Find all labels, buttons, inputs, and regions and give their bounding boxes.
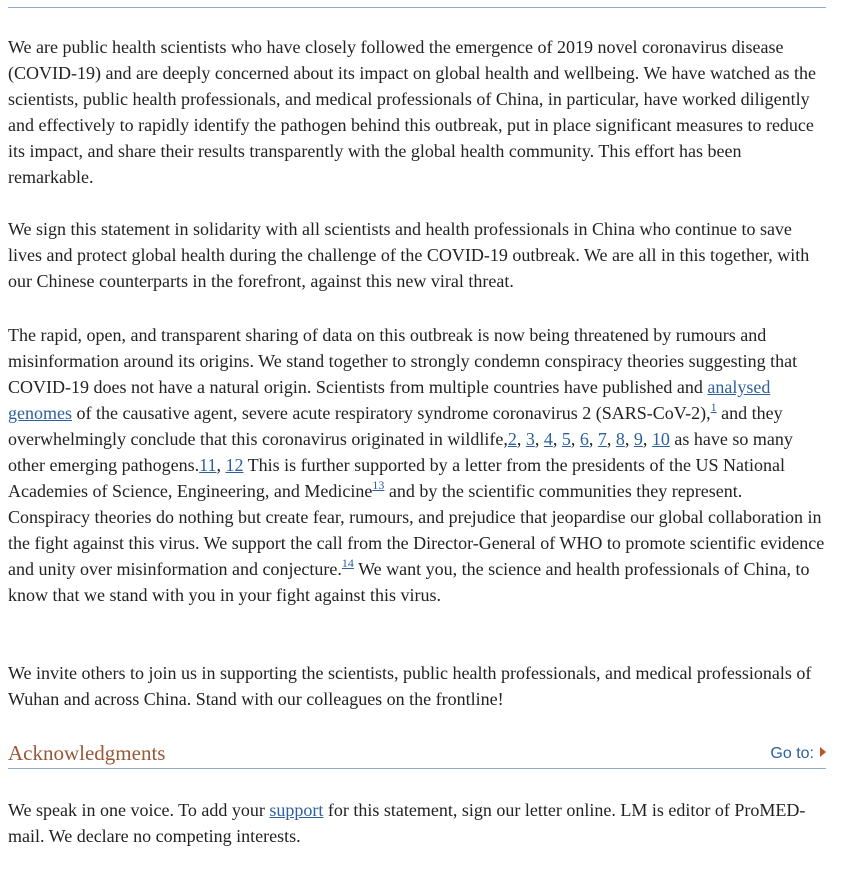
text-span: This is further supported by a letter from the presidents of the US National Academies of Science, Engineering, and Medicine <box>8 455 786 501</box>
paragraph-intro: We are public health scientists who have closely followed the emergence of 2019 novel coronavirus disease (COVID-19) and are deeply concerned about its impact on global health and wellbeing. We have watched as the scientists, public health professionals, and medical professionals of China, in particular, have worked diligently and effectively to rapidly identify the pathogen behind this outbreak, put in place significant measures to reduce its impact, and share their results transparently with the global health community. This effort has been remarkable. <box>8 37 816 187</box>
text-span: for this statement, sign our letter online. LM is editor of ProMED-mail. We declare no competing interests. <box>8 800 806 846</box>
ref-link-7[interactable]: 7 <box>597 429 607 449</box>
analysed-genomes-link[interactable]: analysed genomes <box>8 377 771 423</box>
ref-link-4[interactable]: 4 <box>543 429 553 449</box>
triangle-right-icon <box>820 747 826 757</box>
text-span: of the causative agent, severe acute respiratory syndrome coronavirus 2 (SARS-CoV-2), <box>71 403 711 423</box>
section-title: Acknowledgments <box>8 741 166 765</box>
ref-link-1[interactable]: 1 <box>710 400 717 414</box>
text-span: The rapid, open, and transparent sharing of data on this outbreak is now being threatened by rumours and misinformation around its origins. We stand together to strongly condemn conspiracy theories suggesting that COVID-19 does not have a natural origin. Scientists from multiple countries have published and <box>8 325 798 397</box>
text-span: We speak in one voice. To add your <box>8 800 270 820</box>
support-link[interactable]: support <box>269 800 324 820</box>
text-span: and by the scientific communities they represent. Conspiracy theories do nothing but create fear, rumours, and prejudice that jeopardise our global collaboration in the fight against this virus. We support the call from the Director-General of WHO to promote scientific evidence and unity over misinformation and conjecture. <box>8 481 825 579</box>
paragraph-solidarity: We sign this statement in solidarity with all scientists and health professionals in China who continue to save lives and protect global health during the challenge of the COVID-19 outbreak. We are all in this together, with our Chinese counterparts in the forefront, against this new viral threat. <box>8 219 810 291</box>
text-span: We want you, the science and health professionals of China, to know that we stand with you in your fight against this virus. <box>8 559 810 605</box>
ref-link-13[interactable]: 13 <box>372 478 385 492</box>
ref-link-9[interactable]: 9 <box>633 429 643 449</box>
text-span: and they overwhelmingly conclude that this coronavirus originated in wildlife, <box>8 403 783 449</box>
ref-link-11[interactable]: 11 <box>199 455 217 475</box>
paragraph-misinformation: The rapid, open, and transparent sharing of data on this outbreak is now being threatened by rumours and misinformation around its origins. We stand together to strongly condemn conspiracy theories suggesting that COVID-19 does not have a natural origin. Scientists from multiple countries have published and analysed genomes of the causative agent, severe acute respiratory syndrome coronavirus 2 (SARS-CoV-2),$^1$ and they overwhelmingly conclude that this coronavirus originated in wildlife,2, 3, 4, 5, 6, 7, 8, 9, 10 as have so many other emerging pathogens.11, 12 This is further supported by a letter from the presidents of the US National Academies of Science, Engineering, and Medicine$^{13}$ and by the scientific communities they represent. Conspiracy theories do nothing but create fear, rumours, and prejudice that jeopardise our global collaboration in the fight against this virus. We support the call from the Director-General of WHO to promote scientific evidence and unity over misinformation and conjecture.$^{14}$ We want you, the science and health professionals of China, to know that we stand with you in your fight against this virus. <box>8 325 825 605</box>
paragraph-invitation: We invite others to join us in supporting the scientists, public health professionals, and medical professionals of Wuhan and across China. Stand with our colleagues on the frontline! <box>8 663 812 709</box>
ref-link-12[interactable]: 12 <box>225 455 244 475</box>
ref-link-6[interactable]: 6 <box>579 429 589 449</box>
top-divider <box>8 7 826 8</box>
ref-link-8[interactable]: 8 <box>615 429 625 449</box>
acknowledgments-header <box>8 738 826 769</box>
ref-link-10[interactable]: 10 <box>651 429 670 449</box>
ref-link-5[interactable]: 5 <box>561 429 571 449</box>
goto-label: Go to: <box>770 745 814 762</box>
text-span: as have so many other emerging pathogens. <box>8 429 793 475</box>
goto-button[interactable] <box>770 741 826 767</box>
ref-link-3[interactable]: 3 <box>525 429 535 449</box>
ref-link-2[interactable]: 2 <box>507 429 517 449</box>
paragraph-acknowledgments <box>8 797 826 849</box>
ref-link-14[interactable]: 14 <box>341 556 354 570</box>
